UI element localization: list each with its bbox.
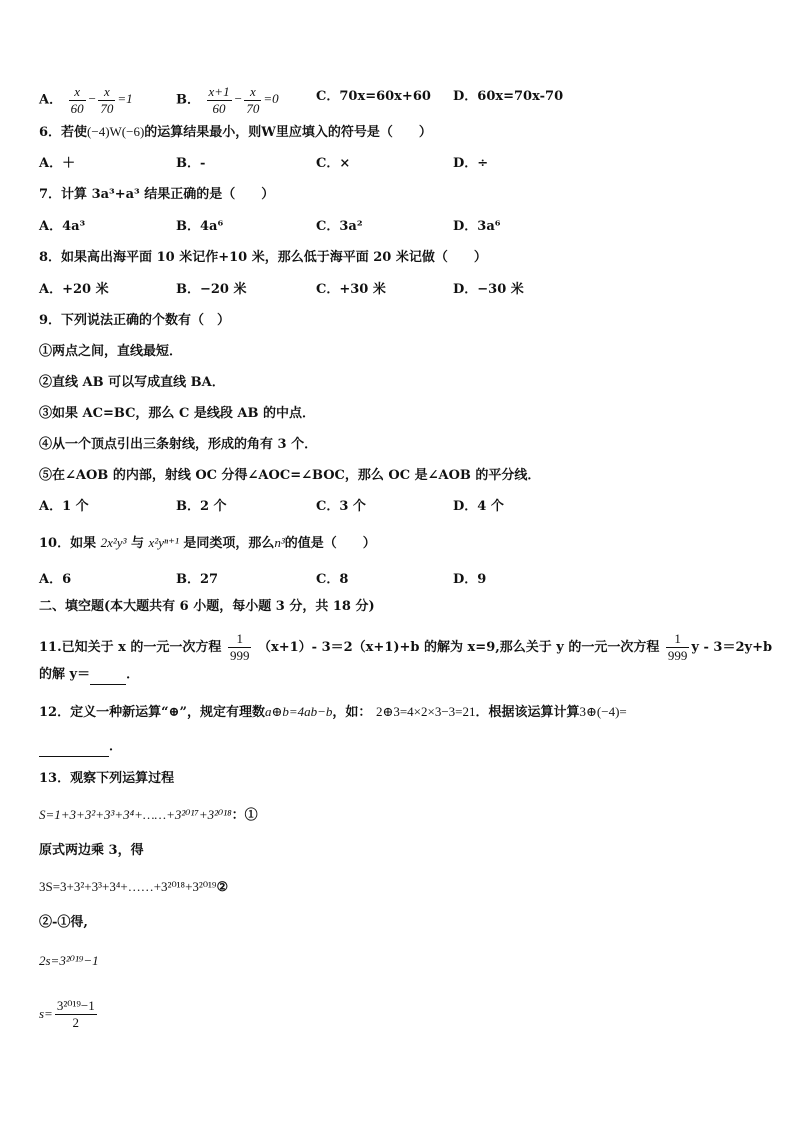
q9-item-4: ④从一个顶点引出三条射线，形成的角有 3 个． — [39, 437, 318, 452]
q8-option-d: D．−30 米 — [453, 282, 524, 297]
q11-stem: 11.已知关于 x 的一元一次方程 $\frac{1}{999}$ （x+1）- 3＝2（x+1)+b 的解为 x=9,那么关于 y 的一元一次方程 $\frac{1}{999}$ y - 3＝2y+b — [39, 631, 773, 663]
q9-option-b: B．2 个 — [176, 499, 227, 514]
q8-option-a: A．+20 米 — [39, 282, 109, 297]
q10-option-a: A．6 — [39, 572, 72, 587]
section-heading: 二、填空题(本大题共有 6 小题，每小题 3 分，共 18 分) — [39, 599, 375, 614]
answer-blank[interactable] — [39, 738, 109, 757]
q9-option-a: A．1 个 — [39, 499, 89, 514]
q5-option-d: D．60x=70x-70 — [453, 89, 564, 104]
q9-stem: 9．下列说法正确的个数有（ ） — [39, 313, 231, 328]
q8-option-c: C．+30 米 — [316, 282, 386, 297]
q12-answer-line: ． — [39, 738, 122, 757]
q7-option-a: A．4a³ — [39, 219, 86, 234]
q10-stem: 10．如果 2x²y³ 与 x²yⁿ⁺¹ 是同类项，那么n³的值是（ ） — [39, 535, 376, 551]
q7-stem: 7．计算 3a³+a³ 结果正确的是（ ） — [39, 187, 275, 202]
q7-option-c: C．3a² — [316, 219, 363, 234]
q5-option-b: B． $\frac{x+1}{60}$ − $\frac{x}{70}$ =0 — [176, 84, 279, 116]
q13-eq1: S=1+3+3²+3³+3⁴+……+3²⁰¹⁷+3²⁰¹⁸：① — [39, 807, 258, 823]
q5-option-b-expr: $\frac{x+1}{60}$ − $\frac{x}{70}$ =0 — [208, 84, 279, 116]
q13-eq2: 3S=3+3²+3³+3⁴+……+3²⁰¹⁸+3²⁰¹⁹② — [39, 879, 229, 895]
q5-option-a: A． $\frac{x}{60}$ − $\frac{x}{70}$ =1 — [39, 84, 133, 116]
q13-eq3: 2s=3²⁰¹⁹−1 — [39, 953, 99, 968]
q7-option-d: D．3a⁶ — [453, 219, 501, 234]
q13-text2: ②-①得, — [39, 915, 88, 930]
q13-stem: 13．观察下列运算过程 — [39, 771, 175, 786]
q8-option-b: B．−20 米 — [176, 282, 247, 297]
q9-item-5: ⑤在∠AOB 的内部，射线 OC 分得∠AOC=∠BOC，那么 OC 是∠AOB 的平分线． — [39, 468, 541, 483]
q5-option-a-expr: $\frac{x}{60}$ − $\frac{x}{70}$ =1 — [70, 84, 133, 116]
q10-option-b: B．27 — [176, 572, 219, 587]
q13-eq4: s= $\frac{\text{3²⁰¹⁹−1}}{2}$ — [39, 998, 95, 1030]
q10-option-c: C．8 — [316, 572, 349, 587]
q12-stem: 12．定义一种新运算“⊕”，规定有理数a⊕b=4ab−b，如： 2⊕3=4×2×3−3=21．根据该运算计算3⊕(−4)= — [39, 704, 627, 720]
q6-stem: 6．若使(−4)W(−6)的运算结果最小，则W里应填入的符号是（ ） — [39, 124, 432, 140]
q10-option-d: D．9 — [453, 572, 487, 587]
q5-option-c: C．70x=60x+60 — [316, 89, 431, 104]
q6-option-d: D．÷ — [453, 156, 489, 171]
q7-option-b: B．4a⁶ — [176, 219, 224, 234]
q9-option-c: C．3 个 — [316, 499, 366, 514]
q9-item-1: ①两点之间，直线最短． — [39, 344, 183, 359]
q13-text1: 原式两边乘 3，得 — [39, 843, 144, 858]
q6-option-a: A．＋ — [39, 156, 76, 171]
q6-option-b: B．- — [176, 156, 206, 171]
answer-blank[interactable] — [90, 666, 126, 685]
q11-answer-line: 的解 y＝ ． — [39, 666, 139, 685]
q9-item-2: ②直线 AB 可以写成直线 BA． — [39, 375, 225, 390]
q8-stem: 8．如果高出海平面 10 米记作+10 米，那么低于海平面 20 米记做（ ） — [39, 250, 487, 265]
q9-item-3: ③如果 AC=BC，那么 C 是线段 AB 的中点． — [39, 406, 315, 421]
q9-option-d: D．4 个 — [453, 499, 504, 514]
q6-option-c: C．× — [316, 156, 351, 171]
